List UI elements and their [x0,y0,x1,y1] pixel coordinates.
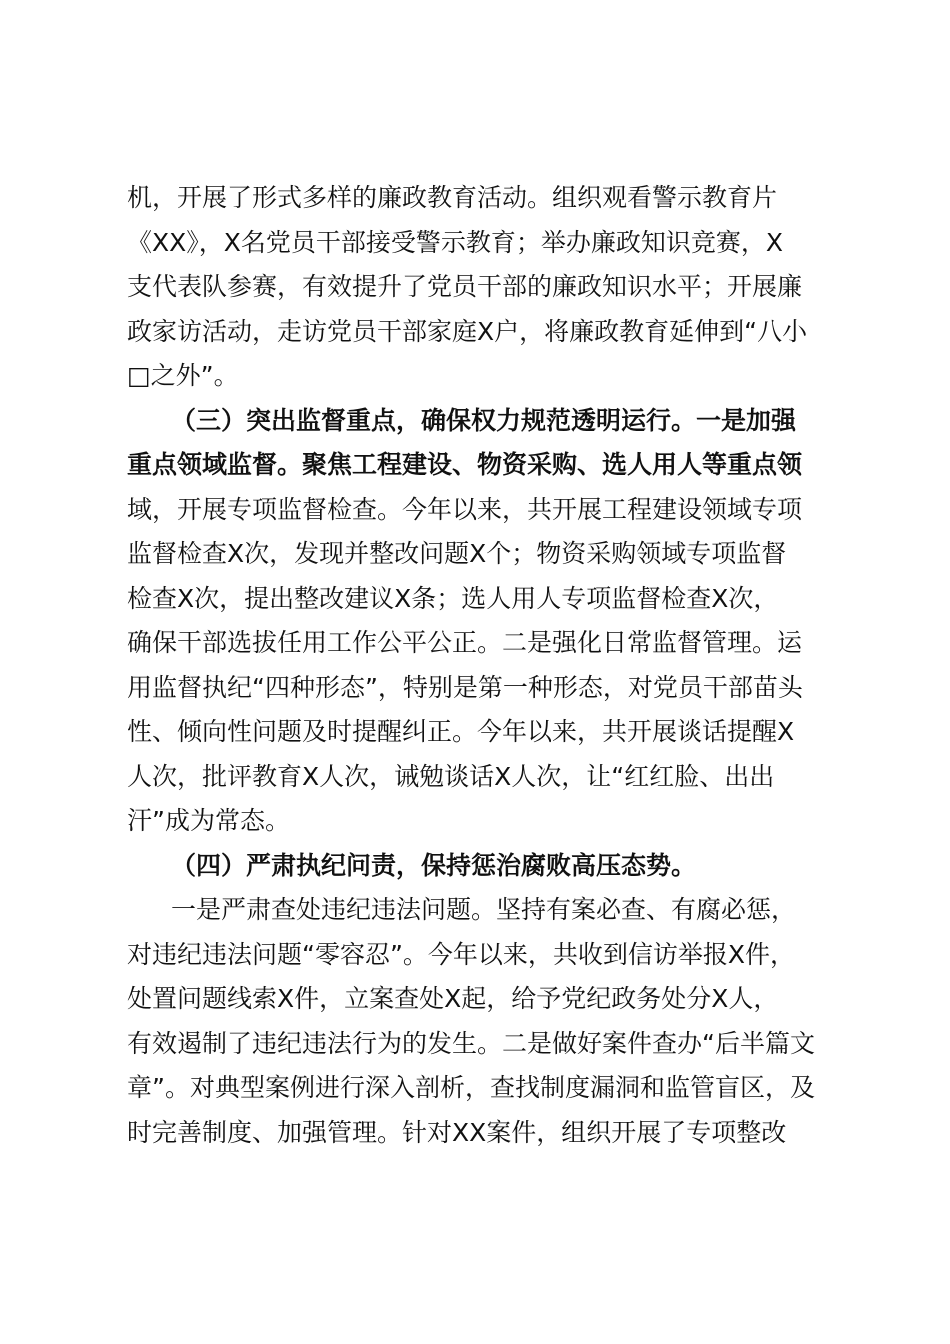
text-line: 章”。对典型案例进行深入剖析，查找制度漏洞和监管盲区，及 [127,1073,815,1102]
text-line: 性、倾向性问题及时提醒纠正。今年以来，共开展谈话提醒X [127,717,795,746]
section-heading-3: （三）突出监督重点，确保权力规范透明运行。一是加强 [171,405,797,435]
text-line: 确保干部选拔任用工作公平公正。二是强化日常监督管理。运 [127,628,803,657]
text-line: 重点领域监督。聚焦工程建设、物资采购、选人用人等重点领 [127,450,803,479]
text-line: □之外”。 [127,361,239,390]
text-line: 人次，批评教育X人次，诫勉谈话X人次，让“红红脸、出出 [127,761,775,791]
text-line: 时完善制度、加强管理。针对XX案件，组织开展了专项整改 [127,1117,787,1147]
text-line: 一是严肃查处违纪违法问题。坚持有案必查、有腐必惩， [171,895,797,924]
text-line: 支代表队参赛，有效提升了党员干部的廉政知识水平；开展廉 [127,272,803,301]
text-line: 域，开展专项监督检查。今年以来，共开展工程建设领域专项 [127,494,803,524]
text-line: 汗”成为常态。 [127,806,290,835]
text-line: 《XX》，X名党员干部接受警示教育；举办廉政知识竞赛，X [127,227,784,257]
text-line: 对违纪违法问题“零容忍”。今年以来，共收到信访举报X件， [127,939,796,969]
text-line: 机，开展了形式多样的廉政教育活动。组织观看警示教育片 [127,183,778,212]
text-line: 检查X次，提出整改建议X条；选人用人专项监督检查X次， [127,583,779,613]
body-text [127,176,827,1155]
text-line: 政家访活动，走访党员干部家庭X户，将廉政教育延伸到“八小 [127,316,808,346]
text-line: 用监督执纪“四种形态”，特别是第一种形态，对党员干部苗头 [127,672,803,702]
text-line: 处置问题线索X件，立案查处X起，给予党纪政务处分X人， [127,984,779,1013]
section-heading-4: （四）严肃执纪问责，保持惩治腐败高压态势。 [171,850,697,880]
text-line: 监督检查X次，发现并整改问题X个；物资采购领域专项监督 [127,539,787,568]
text-line: 有效遏制了违纪违法行为的发生。二是做好案件查办“后半篇文 [127,1028,815,1058]
